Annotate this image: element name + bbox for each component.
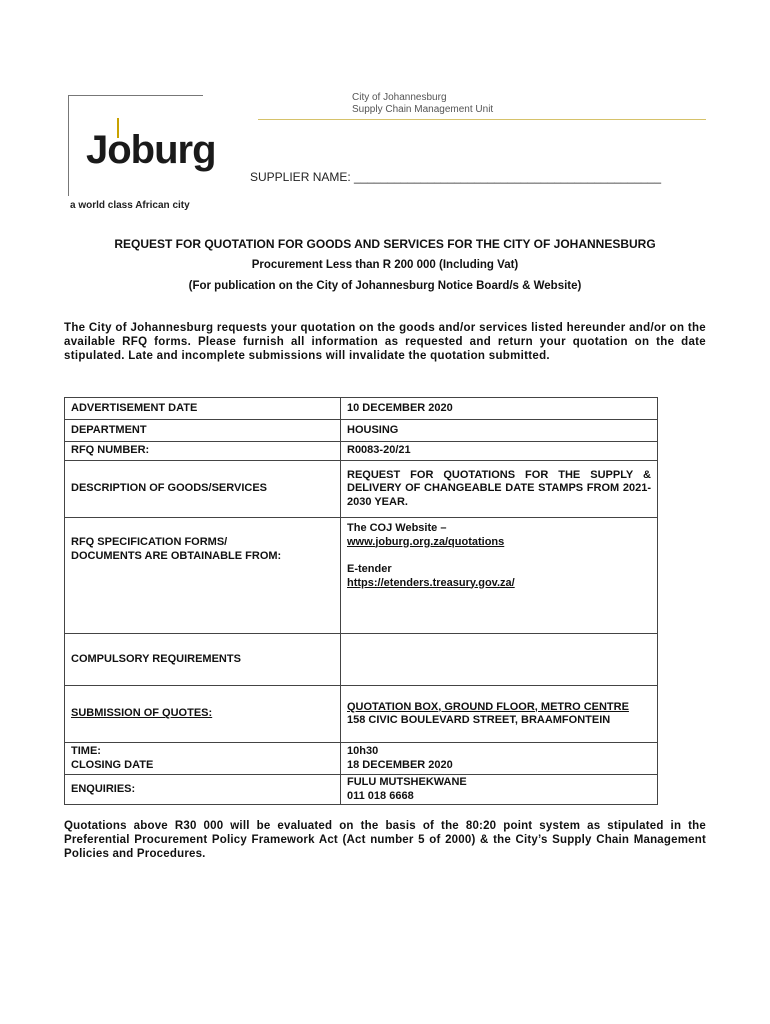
header-divider bbox=[258, 119, 706, 120]
table-row bbox=[65, 775, 658, 805]
publication-subtitle: (For publication on the City of Johannesburg Notice Board/s & Website) bbox=[188, 280, 582, 292]
advertisement-date-label: ADVERTISEMENT DATE bbox=[65, 398, 341, 420]
time-value: 10h30 bbox=[347, 745, 379, 757]
department-value: HOUSING bbox=[341, 420, 658, 442]
closing-date-value: 18 DECEMBER 2020 bbox=[347, 758, 453, 771]
supplier-name-field: SUPPLIER NAME: ______________________________________________ bbox=[250, 170, 662, 184]
submission-value bbox=[341, 686, 658, 743]
logo-tagline: a world class African city bbox=[70, 200, 190, 211]
rfq-number-value: R0083-20/21 bbox=[341, 442, 658, 461]
compulsory-requirements-value bbox=[341, 634, 658, 686]
submission-label: SUBMISSION OF QUOTES: bbox=[65, 686, 341, 743]
spec-forms-value bbox=[341, 518, 658, 634]
table-row bbox=[65, 743, 658, 775]
org-name: City of Johannesburg bbox=[352, 92, 447, 103]
coj-website-link[interactable]: www.joburg.org.za/quotations bbox=[347, 535, 505, 548]
table-row bbox=[65, 634, 658, 686]
table-row bbox=[65, 461, 658, 518]
coj-website-label: The COJ Website – bbox=[347, 522, 447, 534]
evaluation-paragraph: Quotations above R30 000 will be evaluated on the basis of the 80:20 point system as stipulated in the Preferential Procurement Policy Framework Act (Act number 5 of 2000) & the City’s Supply Chain Management Policies and Procedures. bbox=[64, 820, 706, 860]
org-block bbox=[352, 92, 493, 116]
time-closing-value bbox=[341, 743, 658, 775]
rfq-number-label: RFQ NUMBER: bbox=[65, 442, 341, 461]
procurement-subtitle: Procurement Less than R 200 000 (Including Vat) bbox=[251, 259, 519, 271]
time-label: TIME: bbox=[71, 745, 101, 757]
closing-date-label: CLOSING DATE bbox=[71, 758, 154, 771]
etender-label: E-tender bbox=[347, 563, 392, 575]
org-unit: Supply Chain Management Unit bbox=[352, 104, 494, 115]
advertisement-date-value: 10 DECEMBER 2020 bbox=[341, 398, 658, 420]
etender-link[interactable]: https://etenders.treasury.gov.za/ bbox=[347, 576, 515, 589]
joburg-logo: Joburg bbox=[86, 128, 216, 172]
document-title: REQUEST FOR QUOTATION FOR GOODS AND SERVICES FOR THE CITY OF JOHANNESBURG bbox=[114, 237, 656, 251]
intro-paragraph: The City of Johannesburg requests your quotation on the goods and/or services listed hereunder and/or on the available RFQ forms. Please furnish all information as requested and return your quotation on the date stipulated. Late and incomplete submissions will invalidate the quotation submitted. bbox=[64, 322, 706, 362]
table-row bbox=[65, 442, 658, 461]
rfq-details-table bbox=[64, 397, 658, 805]
table-row bbox=[65, 398, 658, 420]
submission-line1: QUOTATION BOX, GROUND FLOOR, METRO CENTRE bbox=[347, 700, 629, 713]
spec-forms-label-line1: RFQ SPECIFICATION FORMS/ bbox=[71, 536, 228, 548]
enquiries-name: FULU MUTSHEKWANE bbox=[347, 776, 467, 788]
description-value: REQUEST FOR QUOTATIONS FOR THE SUPPLY & DELIVERY OF CHANGEABLE DATE STAMPS FROM 2021-2030 YEAR. bbox=[341, 461, 658, 518]
submission-line2: 158 CIVIC BOULEVARD STREET, BRAAMFONTEIN bbox=[347, 714, 611, 726]
enquiries-value bbox=[341, 775, 658, 805]
spec-forms-label bbox=[65, 518, 341, 634]
compulsory-requirements-label: COMPULSORY REQUIREMENTS bbox=[65, 634, 341, 686]
enquiries-label: ENQUIRIES: bbox=[65, 775, 341, 805]
table-row bbox=[65, 686, 658, 743]
enquiries-phone: 011 018 6668 bbox=[347, 789, 414, 802]
table-row bbox=[65, 518, 658, 634]
time-closing-label bbox=[65, 743, 341, 775]
description-label: DESCRIPTION OF GOODS/SERVICES bbox=[65, 461, 341, 518]
department-label: DEPARTMENT bbox=[65, 420, 341, 442]
spec-forms-label-line2: DOCUMENTS ARE OBTAINABLE FROM: bbox=[71, 549, 282, 562]
table-row bbox=[65, 420, 658, 442]
